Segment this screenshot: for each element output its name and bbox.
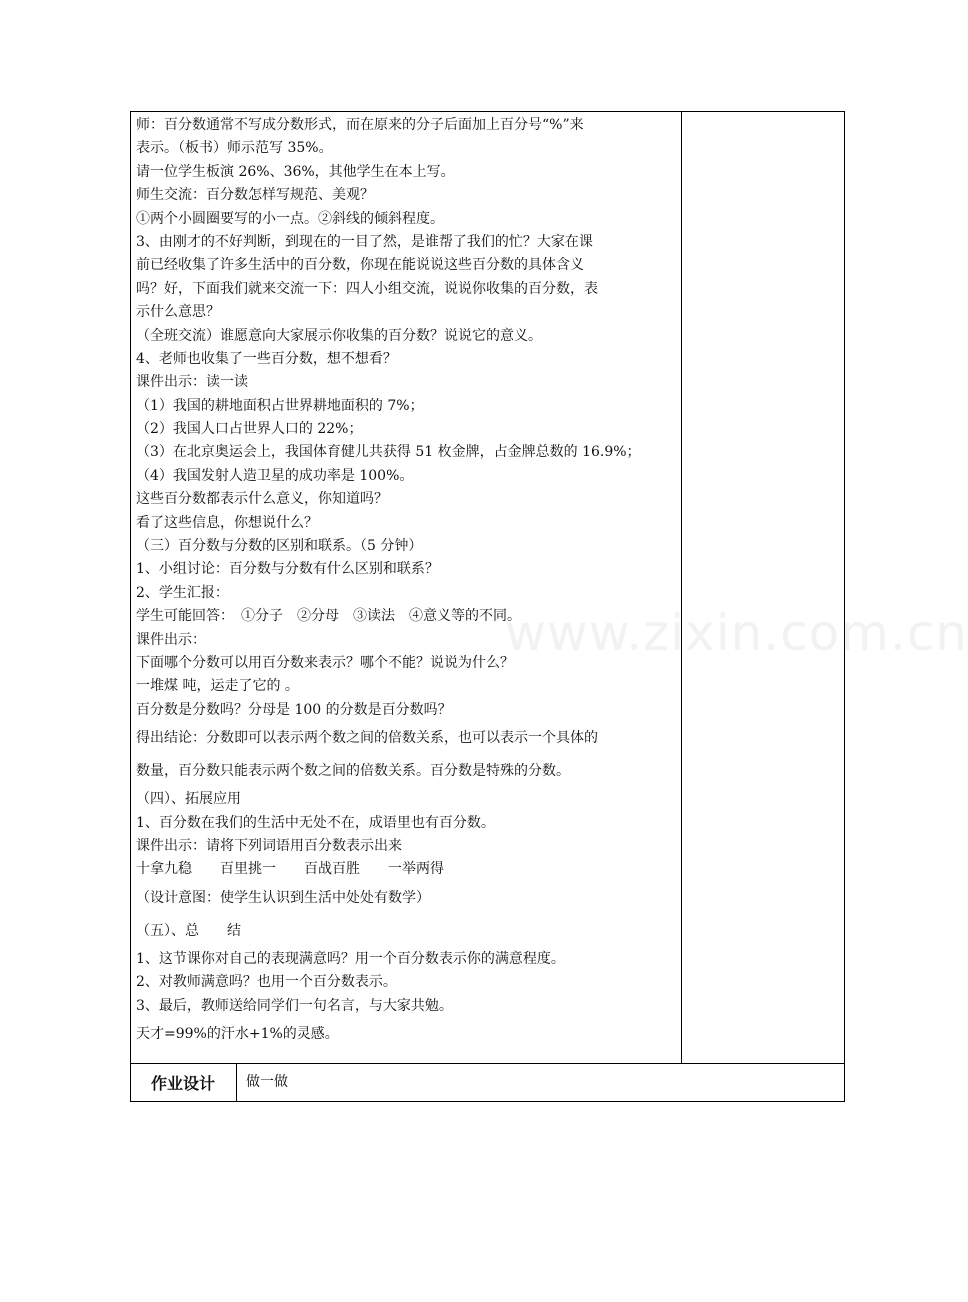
table-divider-right	[681, 111, 682, 1063]
table-divider-footer-label	[236, 1063, 237, 1102]
text-line: 数量，百分数只能表示两个数之间的倍数关系。百分数是特殊的分数。	[136, 763, 570, 780]
text-line: 百分数是分数吗？分母是 100 的分数是百分数吗？	[136, 701, 452, 718]
text-line: 师：百分数通常不写成分数形式，而在原来的分子后面加上百分号“%”来	[136, 117, 584, 133]
text-line: 2、对教师满意吗？也用一个百分数表示。	[136, 974, 397, 991]
text-line: 师生交流：百分数怎样写规范、美观？	[136, 187, 374, 204]
text-line: 前已经收集了许多生活中的百分数，你现在能说说这些百分数的具体含义	[136, 257, 584, 274]
text-line: （3）在北京奥运会上，我国体育健儿共获得 51 枚金牌，占金牌总数的 16.9%；	[136, 444, 641, 461]
text-line: 2、学生汇报：	[136, 584, 229, 601]
text-line: （全班交流）谁愿意向大家展示你收集的百分数？说说它的意义。	[136, 327, 542, 344]
text-line: 表示。（板书）师示范写 35%。	[136, 140, 333, 157]
text-line: 课件出示：读一读	[136, 374, 248, 391]
text-line: 学生可能回答： ①分子 ②分母 ③读法 ④意义等的不同。	[136, 608, 521, 625]
text-line: 3、由刚才的不好判断，到现在的一目了然，是谁帮了我们的忙？大家在课	[136, 233, 593, 250]
text-line: ①两个小圆圈要写的小一点。②斜线的倾斜程度。	[136, 210, 444, 227]
text-line: 1、小组讨论：百分数与分数有什么区别和联系？	[136, 561, 439, 578]
text-line: （四）、拓展应用	[136, 791, 241, 808]
text-line: 1、百分数在我们的生活中无处不在，成语里也有百分数。	[136, 814, 495, 831]
text-line: 十拿九稳 百里挑一 百战百胜 一举两得	[136, 861, 444, 878]
text-line: 示什么意思？	[136, 304, 220, 321]
text-line: 得出结论：分数即可以表示两个数之间的倍数关系，也可以表示一个具体的	[136, 730, 598, 747]
watermark: www.zixin.com.cn	[505, 604, 968, 662]
text-line: （2）我国人口占世界人口的 22%；	[136, 421, 363, 438]
homework-label: 作业设计	[150, 1074, 215, 1093]
text-line: 看了这些信息，你想说什么？	[136, 514, 318, 531]
text-line: 天才=99%的汗水+1%的灵感。	[136, 1025, 339, 1042]
text-line: 课件出示：请将下列词语用百分数表示出来	[136, 837, 402, 854]
text-line: 课件出示：	[136, 631, 206, 648]
text-line: （4）我国发射人造卫星的成功率是 100%。	[136, 467, 414, 484]
text-line: 4、老师也收集了一些百分数，想不想看？	[136, 350, 397, 367]
table-divider-footer	[130, 1063, 845, 1064]
text-line: （五）、总 结	[136, 922, 241, 939]
text-line: 一堆煤 吨，运走了它的 。	[136, 678, 299, 695]
text-line: 这些百分数都表示什么意义，你知道吗？	[136, 491, 388, 508]
text-line: （1）我国的耕地面积占世界耕地面积的 7%；	[136, 397, 424, 414]
text-line: 请一位学生板演 26%、36%，其他学生在本上写。	[136, 163, 455, 180]
homework-value: 做一做	[246, 1074, 288, 1090]
text-line: （三）百分数与分数的区别和联系。（5 分钟）	[136, 538, 423, 555]
text-line: 1、这节课你对自己的表现满意吗？用一个百分数表示你的满意程度。	[136, 950, 565, 967]
text-line: 下面哪个分数可以用百分数来表示？哪个不能？说说为什么？	[136, 654, 514, 671]
text-line: 吗？好，下面我们就来交流一下：四人小组交流，说说你收集的百分数，表	[136, 280, 598, 297]
text-line: （设计意图：使学生认识到生活中处处有数学）	[136, 889, 430, 906]
text-line: 3、最后，教师送给同学们一句名言，与大家共勉。	[136, 997, 453, 1014]
lesson-content	[136, 114, 681, 1051]
